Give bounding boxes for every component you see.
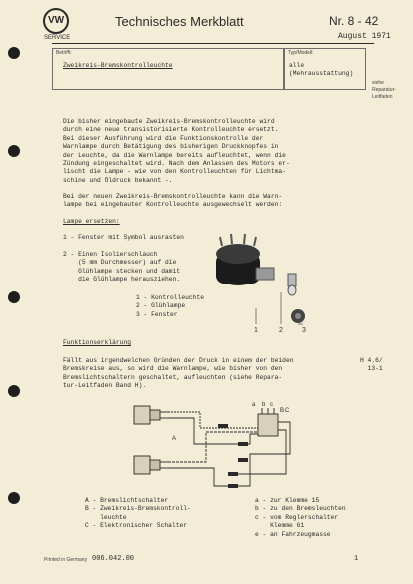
diagram-label-a: a: [252, 402, 256, 408]
diagram-label-C: C: [285, 408, 290, 414]
kontrolleuchte-body: [216, 234, 274, 285]
subject-box: [52, 48, 284, 90]
gluehlampe: [288, 274, 296, 295]
vw-logo: VW: [43, 8, 69, 34]
parts-legend: 1 - Kontrolleuchte 2 - Glühlampe 3 - Fenster: [136, 294, 205, 318]
component-legend: A - Bremslichtschalter B - Zweikreis-Bremskontroll- leuchte C - Elektronischer Schalter: [85, 497, 191, 530]
lamp-figure: [190, 232, 330, 342]
callout-1: 1: [254, 327, 258, 334]
bremslichtschalter-upper: [134, 406, 168, 424]
diagram-label-B: B: [280, 408, 285, 414]
margin-reference: H 4.6/ 13-1: [360, 357, 383, 373]
diagram-label-b: b: [262, 402, 266, 408]
subject-value: Zweikreis-Bremskontrolleuchte: [63, 62, 173, 69]
intro-paragraph: Die bisher eingebaute Zweikreis-Bremskontrolleuchte wird durch eine neue transistorisierte Kontrolleuchte ersetzt. Bei dieser Ausführung wird die Funktionskontrolle der Warnlampe durch Betätigung des bisherigen Druckknopfes in der Leuchte, da die Warnlampe bereits aufleuchtet, wenn die Zündung eingeschaltet wird. Nach dem Anlassen des Motors er- lischt die Lampe - wie von den Kontrolleuchten für Lichtma- schine und Öldruck bekannt -.: [63, 118, 290, 184]
punch-hole: [8, 47, 20, 59]
page-title: Technisches Merkblatt: [115, 14, 244, 29]
document-date: August 1971: [338, 32, 391, 41]
model-label: Typ/Modell:: [288, 50, 314, 56]
printed-in: Printed in Germany: [44, 557, 88, 563]
logo-caption: SERVICE: [44, 35, 71, 41]
side-note: siehe Reparatur- Leitfaden: [372, 80, 396, 100]
document-code: 006.042.00: [92, 555, 135, 563]
callout-3: 3: [302, 327, 306, 334]
wiring-diagram: [130, 398, 310, 500]
function-heading: Funktionserklärung: [63, 339, 132, 346]
kontrolleuchte-and-schalter: [258, 408, 278, 436]
punch-hole: [8, 145, 20, 157]
punch-hole: [8, 385, 20, 397]
document-number: Nr. 8 - 42: [329, 14, 379, 28]
diagram-label-A: A: [172, 436, 177, 442]
subject-label: Betrifft:: [56, 50, 72, 56]
punch-hole: [8, 291, 20, 303]
header-rule: [52, 43, 374, 44]
fenster: [291, 309, 305, 323]
bremslichtschalter-lower: [134, 456, 168, 474]
step-1: 1 - Fenster mit Symbol ausrasten: [63, 234, 184, 241]
punch-hole: [8, 492, 20, 504]
function-paragraph: Fällt aus irgendwelchen Gründen der Druck in einem der beiden Bremskreise aus, so wird die Warnlampe, wie bisher von den Bremslichtschaltern geschaltet, aufleuchten (siehe Repara- tur-Leitfaden Band H).: [63, 357, 294, 390]
model-value-1: alle: [289, 62, 305, 69]
model-value-2: (Mehrausstattung): [289, 70, 354, 77]
model-box: [284, 48, 366, 90]
replace-paragraph: Bei der neuen Zweikreis-Bremskontrolleuchte kann die Warn- lampe bei eingebauter Kontrolleuchte ausgewechselt werden:: [63, 193, 283, 209]
page-number: 1: [354, 555, 359, 563]
lamp-heading: Lampe ersetzen:: [63, 218, 120, 225]
callout-2: 2: [279, 327, 283, 334]
diagram-label-c: c: [270, 402, 273, 408]
wire-legend: a - zur Klemme 15 b - zu den Bremsleuchten c - vom Reglerschalter Klemme 61 e - an Fahrzeugmasse: [255, 497, 346, 538]
step-2: 2 - Einen Isolierschlauch (5 mm Durchmesser) auf die Glühlampe stecken und damit die Glühlampe herausziehen.: [63, 251, 181, 284]
